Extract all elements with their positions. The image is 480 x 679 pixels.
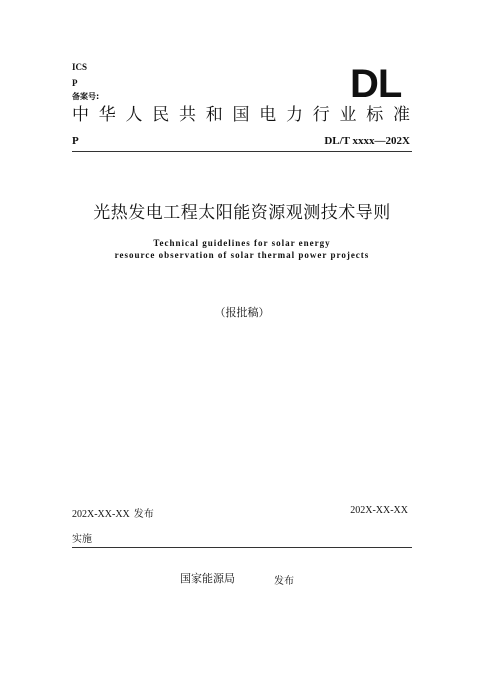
- category-char: 国: [232, 105, 250, 125]
- publish-date: 202X-XX-XX: [72, 509, 130, 520]
- category-char: 行: [312, 105, 330, 125]
- document-title-en-line1: Technical guidelines for solar energy: [153, 238, 331, 248]
- document-title-en-line2: resource observation of solar thermal power projects: [114, 250, 370, 260]
- draft-status: （报批稿）: [214, 306, 270, 319]
- classification-code: P: [72, 78, 78, 88]
- ics-code: ICS: [72, 62, 88, 72]
- standard-category-title: [72, 103, 410, 127]
- header-divider: [72, 151, 412, 152]
- category-char: 中: [72, 105, 89, 125]
- category-char: 和: [205, 105, 223, 125]
- issuer: 国家能源局: [180, 572, 235, 585]
- issue-label: 发布: [274, 576, 294, 587]
- category-char: 准: [393, 105, 410, 125]
- category-char: 业: [339, 105, 357, 125]
- classification-code-secondary: P: [72, 135, 79, 147]
- publish-label: 发布: [133, 509, 154, 520]
- document-title-cn: 光热发电工程太阳能资源观测技术导则: [93, 203, 391, 223]
- publish-date-block: [72, 505, 154, 520]
- footer-divider: [72, 547, 412, 548]
- dl-logo: DL: [350, 62, 402, 106]
- implement-label: 实施: [72, 534, 92, 545]
- record-number-label: 备案号:: [72, 92, 100, 101]
- category-char: 标: [366, 105, 384, 125]
- category-char: 华: [98, 105, 116, 125]
- implement-date: 202X-XX-XX: [350, 505, 408, 516]
- category-char: 电: [259, 105, 277, 125]
- category-char: 人: [125, 105, 143, 125]
- category-char: 力: [286, 105, 303, 125]
- category-char: 共: [179, 105, 196, 125]
- category-char: 民: [152, 105, 170, 125]
- standard-number: DL/T xxxx—202X: [324, 135, 410, 147]
